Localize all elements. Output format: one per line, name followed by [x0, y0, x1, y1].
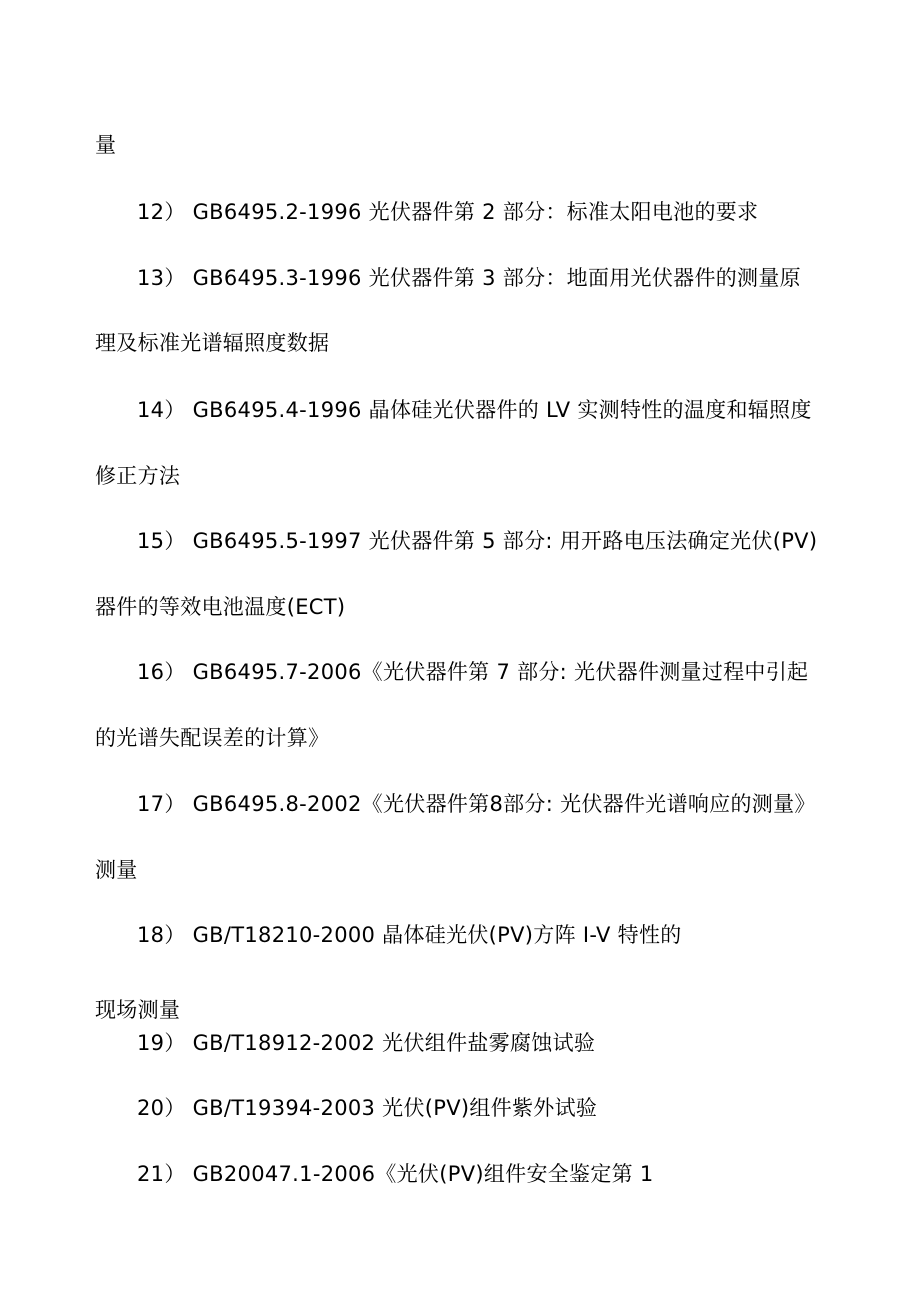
list-item-18-continuation: 现场测量	[95, 998, 181, 1022]
list-item-13: 13） GB6495.3-1996 光伏器件第 3 部分：地面用光伏器件的测量原	[137, 266, 801, 290]
list-item-14-continuation: 修正方法	[95, 464, 181, 488]
list-item-21: 21） GB20047.1-2006《光伏(PV)组件安全鉴定第 1	[137, 1162, 654, 1186]
list-item-15-continuation: 器件的等效电池温度(ECT)	[95, 595, 346, 619]
list-item-16: 16） GB6495.7-2006《光伏器件第 7 部分: 光伏器件测量过程中引起	[137, 660, 809, 684]
list-item-20: 20） GB/T19394-2003 光伏(PV)组件紫外试验	[137, 1096, 598, 1120]
list-item-16-continuation: 的光谱失配误差的计算》	[95, 726, 330, 750]
list-item-12: 12） GB6495.2-1996 光伏器件第 2 部分：标准太阳电池的要求	[137, 200, 759, 224]
list-item-18: 18） GB/T18210-2000 晶体硅光伏(PV)方阵 I-V 特性的	[137, 923, 682, 947]
list-item-19: 19） GB/T18912-2002 光伏组件盐雾腐蚀试验	[137, 1031, 596, 1055]
list-item-15: 15） GB6495.5-1997 光伏器件第 5 部分: 用开路电压法确定光伏(PV)	[137, 529, 818, 553]
list-item-13-continuation: 理及标准光谱辐照度数据	[95, 331, 330, 355]
continuation-text: 量	[95, 133, 117, 157]
list-item-17: 17） GB6495.8-2002《光伏器件第8部分: 光伏器件光谱响应的测量》	[137, 792, 816, 816]
list-item-14: 14） GB6495.4-1996 晶体硅光伏器件的 LV 实测特性的温度和辐照度	[137, 398, 812, 422]
list-item-17-continuation: 测量	[95, 858, 138, 882]
